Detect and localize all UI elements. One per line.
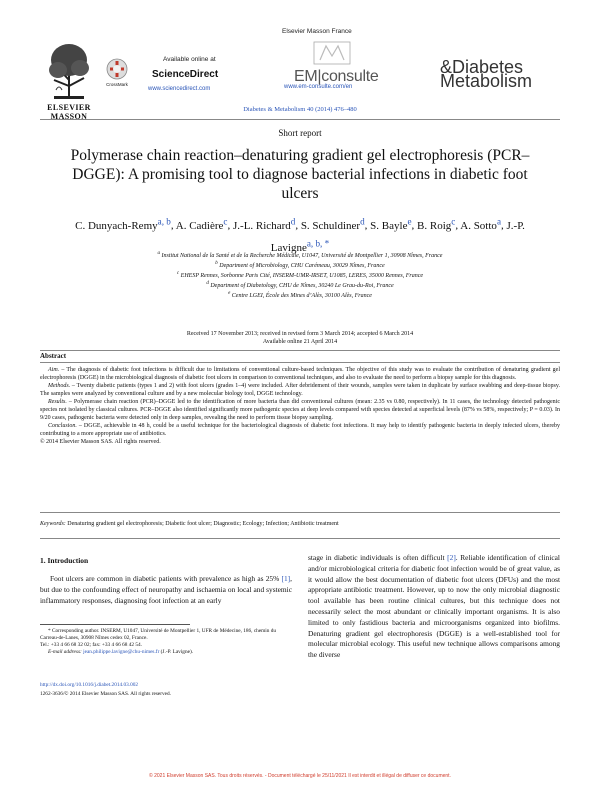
affiliation: $^a$ Institut National de la Santé et de la Recherche Médicale, U1047, Université de Montpellier 1, 30908 Nîmes, France bbox=[157, 251, 443, 259]
journal-logo bbox=[440, 57, 560, 100]
citation-link[interactable]: [2] bbox=[447, 553, 456, 562]
abstract-body bbox=[40, 366, 560, 446]
affiliation: $^e$ Centre LGEI, École des Mines d’Alès, 30100 Alès, France bbox=[228, 291, 372, 299]
em-publisher-text: Elsevier Masson France bbox=[282, 28, 352, 35]
header-divider bbox=[40, 119, 560, 120]
keywords bbox=[40, 520, 560, 528]
author: S. Schuldiner$^d$ bbox=[300, 216, 365, 232]
abstract-aim: Aim. – The diagnosis of diabetic foot infections is difficult due to limitations of conventional culture-based techniques. The objective of this study was to evaluate the contribution of denaturing gradient gel electrophoresis (DGGE) in the microbiological diagnosis of diabetic foot ulcers in comparison to conventional techniques, and also to evaluate the need to perform a biopsy sample for this diagnosis. bbox=[40, 367, 560, 381]
author-list: C. Dunyach-Remy$^{a, b}$, A. Cadière$^c$, J.-L. Richard$^d$, S. Schuldiner$^d$, S. Bayle$^e$, B. Roig$^c$, A. Sotto$^a$, J.-P. Lavigne$^{a, b, *}$ bbox=[75, 216, 525, 255]
abstract-methods: Methods. – Twenty diabetic patients (types 1 and 2) with foot ulcers (grades 1–4) were included. After debridement of their wounds, samples were taken in duplicate by surface swabbing and deep-tissue biopsy. The samples were analyzed by conventional culture and by a new molecular biology tool, DGGE technology. bbox=[40, 383, 560, 397]
affiliation: $^d$ Department of Diabetology, CHU de Nîmes, 30240 Le Grau-du-Roi, France bbox=[206, 281, 394, 289]
author: A. Sotto$^a$ bbox=[460, 216, 502, 232]
received-dates: Received 17 November 2013; received in revised form 3 March 2014; accepted 6 March 2014 bbox=[186, 331, 414, 337]
article-history bbox=[60, 330, 540, 346]
corresponding-author-phone: Tel.: +33 4 66 68 32 02; fax: +33 4 66 68 42 54. bbox=[40, 642, 142, 648]
journal-logo-text: &Diabetes Metabolism bbox=[440, 57, 533, 91]
abstract-divider-top bbox=[40, 350, 560, 351]
intro-left-column: Foot ulcers are common in diabetic patients with prevalence as high as 25% [1], but due to the confounding effect of neuropathy and ischaemia on local and systemic inflammatory responses, diagnosing foot infection at an early bbox=[40, 574, 292, 605]
footnote-divider bbox=[40, 624, 190, 625]
author: B. Roig$^c$ bbox=[417, 216, 456, 232]
sciencedirect-available-text: Available online at bbox=[163, 56, 216, 63]
citation-link[interactable]: [1] bbox=[281, 574, 291, 583]
download-watermark: © 2021 Elsevier Masson SAS. Tous droits réservés. - Document téléchargé le 25/11/2021 Il est interdit et illégal de diffuser ce document. bbox=[149, 773, 451, 779]
affiliation-list bbox=[60, 250, 540, 300]
abstract-divider bbox=[40, 362, 560, 363]
author: A. Cadière$^c$ bbox=[175, 216, 228, 232]
keywords-text: Denaturing gradient gel electrophoresis; Diabetic foot ulcer; Diagnostic; Ecology; Infection; Antibiotic treatment bbox=[67, 521, 339, 527]
affiliation: $^b$ Department of Microbiology, CHU Carémeau, 30029 Nîmes, France bbox=[215, 261, 385, 269]
corresponding-author-footnote bbox=[40, 628, 290, 656]
author: C. Dunyach-Remy$^{a, b}$ bbox=[75, 216, 171, 232]
keywords-divider-bottom bbox=[40, 538, 560, 539]
doi-link[interactable]: http://dx.doi.org/10.1016/j.diabet.2014.03.002 bbox=[40, 682, 139, 688]
corresponding-author-address: * Corresponding author. INSERM, U1047, Université de Montpellier 1, UFR de Médecine, 186, chemin du Carreau-de-Lanes, 30908 Nîmes cedex 02, France. bbox=[40, 628, 277, 641]
abstract-copyright: © 2014 Elsevier Masson SAS. All rights reserved. bbox=[40, 439, 161, 445]
em-consulte-link[interactable]: www.em-consulte.com/en bbox=[284, 84, 353, 90]
elsevier-tree-icon bbox=[46, 40, 92, 102]
abstract-results: Results. – Polymerase chain reaction (PCR)–DGGE led to the identification of more bacteria than did conventional cultures (mean: 2.35 vs 0.80, respectively). In 11 cases, the technology detected pathogenic species not isolated by classical cultures. PCR–DGGE also identified significantly more pathogenic species at deep levels compared with species detected at superficial levels (87% vs 58%, respectively; P = 0.03). In 9/20 cases, pathogenic bacteria were detected only in deep samples, revealing the need to perform tissue biopsy sampling. bbox=[40, 399, 560, 421]
intro-right-column: stage in diabetic individuals is often difficult [2]. Reliable identification of clinical and/or microbiological criteria for diabetic foot infection would be of great value, as it would allow the best documentation of diabetic foot ulcers (DFUs) and the most appropriate antibiotic treatment. However, up to now the only microbial diagnostic tool available has been routine clinical cultures, but this technique does not necessarily select the most abundant or clinically important organisms. It is also limited to only fastidious bacteria and microorganisms organized into biofilms. Denaturing gradient gel electrophoresis (DGGE) is a well-established tool for molecular microbial ecology. This useful new technique allows comparisons among the diverse bbox=[308, 553, 560, 660]
abstract-heading: Abstract bbox=[40, 352, 67, 360]
section-heading-introduction: 1. Introduction bbox=[40, 556, 89, 565]
email-row: E-mail address: jean.philippe.lavigne@chu-nimes.fr (J.-P. Lavigne). bbox=[48, 649, 194, 655]
crossmark-label: CrossMark bbox=[106, 82, 128, 87]
author: J.-L. Richard$^d$ bbox=[233, 216, 296, 232]
crossmark-icon[interactable] bbox=[106, 58, 128, 80]
journal-reference[interactable]: Diabetes & Metabolism 40 (2014) 476–480 bbox=[243, 106, 357, 113]
sciencedirect-link[interactable]: www.sciencedirect.com bbox=[148, 86, 211, 92]
available-online-date: Available online 21 April 2014 bbox=[262, 339, 338, 345]
email-link[interactable]: jean.philippe.lavigne@chu-nimes.fr bbox=[83, 649, 160, 655]
sciencedirect-brand: ScienceDirect bbox=[152, 69, 219, 80]
em-consulte-wordmark: EM|consulte bbox=[294, 68, 379, 85]
keywords-label: Keywords: bbox=[40, 521, 66, 527]
issn-copyright: 1262-3636/© 2014 Elsevier Masson SAS. All rights reserved. bbox=[40, 691, 171, 697]
elsevier-wordmark: ELSEVIER MASSON bbox=[47, 103, 91, 121]
keywords-divider-top bbox=[40, 512, 560, 513]
abstract-conclusion: Conclusion. – DGGE, achievable in 48 h, could be a useful technique for the bacteriological diagnosis of diabetic foot infections. It may help to identify pathogenic bacteria in deeply infected ulcers, thereby contributing to a more appropriate use of antibiotics. bbox=[40, 423, 560, 437]
elsevier-logo bbox=[40, 40, 98, 130]
author: S. Bayle$^e$ bbox=[370, 216, 412, 232]
article-title: Polymerase chain reaction–denaturing gradient gel electrophoresis (PCR–DGGE): A promising tool to diagnose bacterial infections in diabetic foot ulcers bbox=[70, 147, 530, 202]
affiliation: $^c$ EHESP Rennes, Sorbonne Paris Cité, INSERM-UMR-IRSET, U1085, LERES, 35000 Rennes, France bbox=[176, 271, 424, 279]
author: J.-P. Lavigne$^{a, b, *}$ bbox=[270, 219, 525, 255]
em-consulte-icon bbox=[312, 40, 352, 66]
article-type: Short report bbox=[278, 128, 322, 138]
